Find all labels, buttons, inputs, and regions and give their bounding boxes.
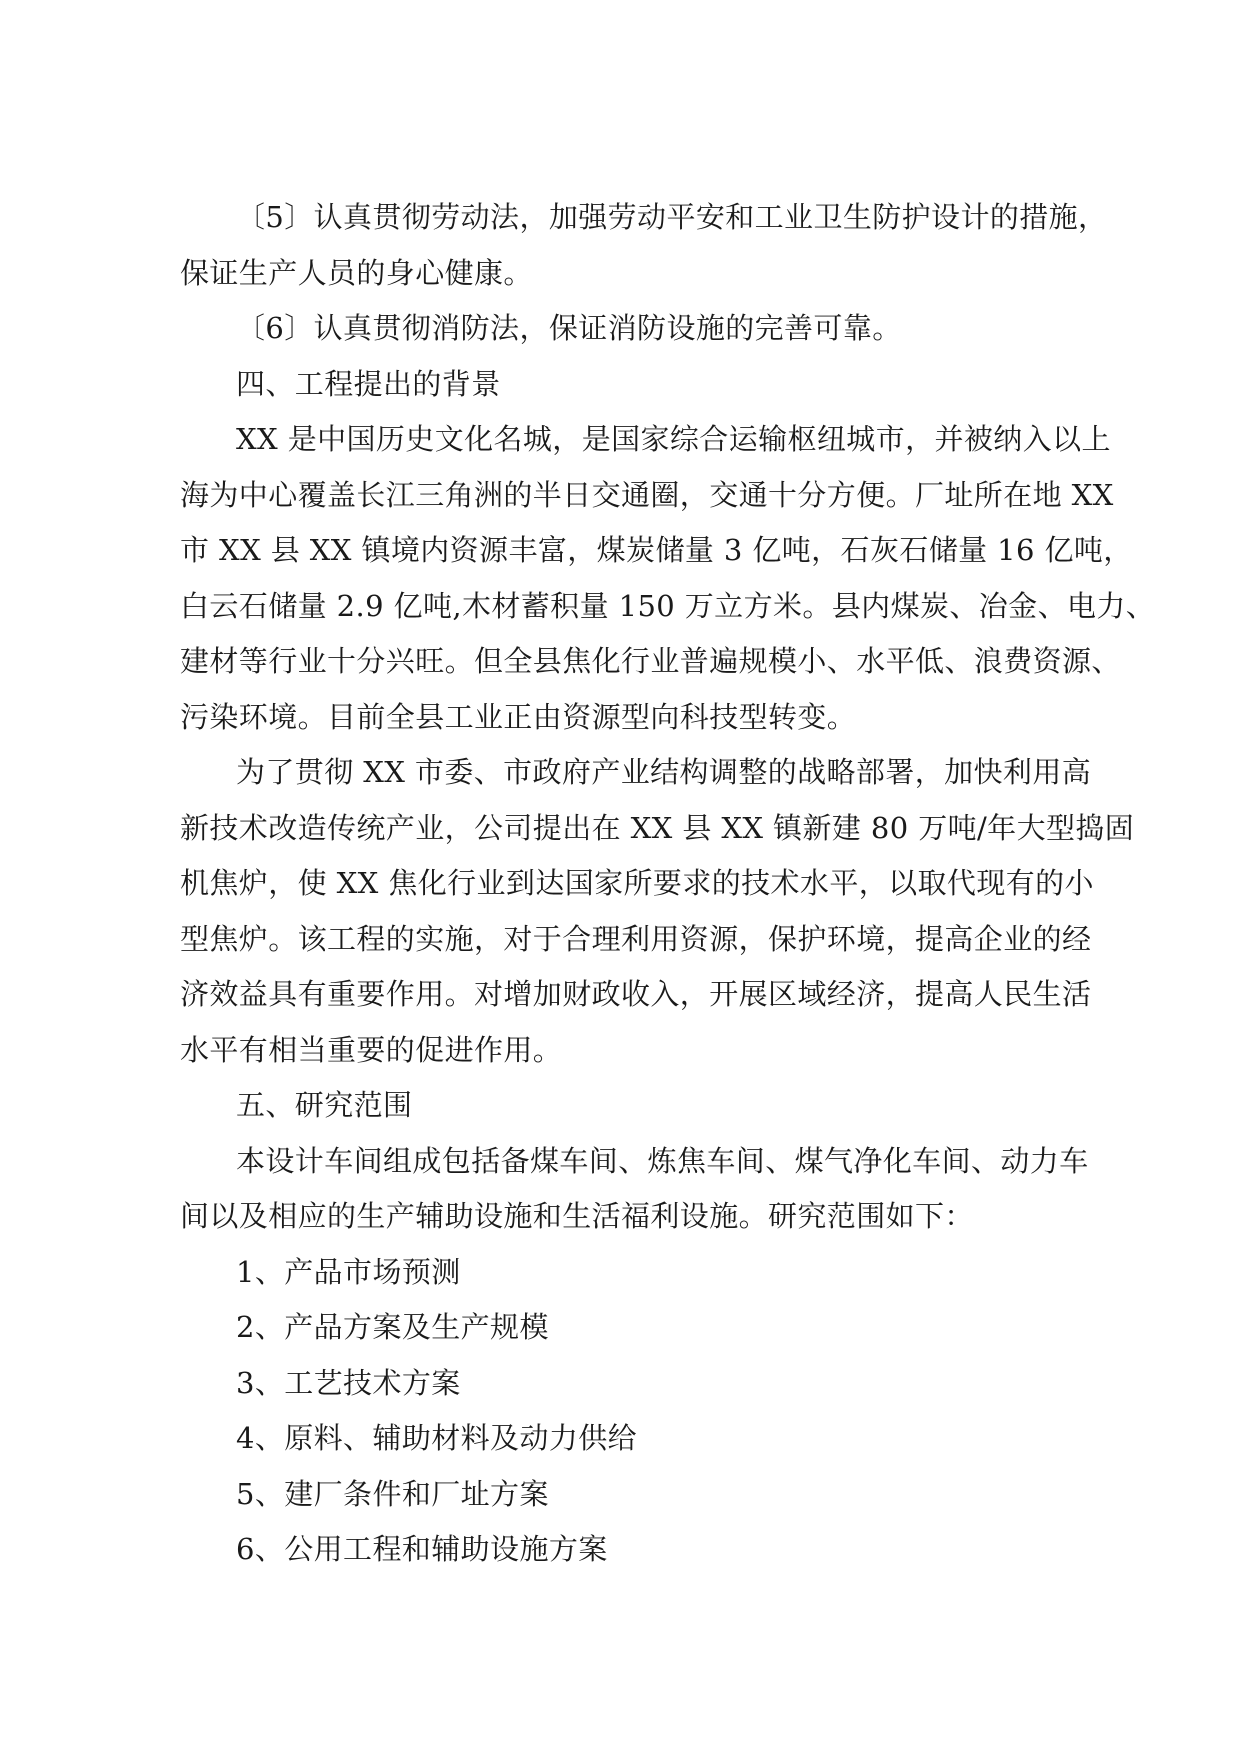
text-line: 污染环境。目前全县工业正由资源型向科技型转变。 — [180, 699, 857, 734]
text-line: 4、原料、辅助材料及动力供给 — [236, 1421, 638, 1455]
text-line: 〔5〕认真贯彻劳动法，加强劳动平安和工业卫生防护设计的措施， — [236, 200, 1108, 234]
text-line: 济效益具有重要作用。对增加财政收入，开展区域经济，提高人民生活 — [180, 977, 1092, 1011]
text-line: 保证生产人员的身心健康。 — [180, 255, 533, 290]
document-body — [180, 190, 1156, 1578]
text-line: 2、产品方案及生产规模 — [236, 1310, 549, 1344]
text-line: 型焦炉。该工程的实施，对于合理利用资源，保护环境，提高企业的经 — [180, 921, 1092, 956]
text-line: 新技术改造传统产业，公司提出在 XX 县 XX 镇新建 80 万吨/年大型捣固 — [180, 810, 1135, 845]
text-line: 五、研究范围 — [236, 1088, 413, 1122]
text-line: XX 是中国历史文化名城，是国家综合运输枢纽城市，并被纳入以上 — [236, 422, 1111, 456]
text-line: 市 XX 县 XX 镇境内资源丰富，煤炭储量 3 亿吨，石灰石储量 16 亿吨， — [180, 533, 1133, 567]
text-line: 6、公用工程和辅助设施方案 — [236, 1532, 608, 1566]
text-line: 3、工艺技术方案 — [236, 1365, 461, 1400]
text-line: 〔6〕认真贯彻消防法，保证消防设施的完善可靠。 — [236, 311, 902, 345]
text-line: 5、建厂条件和厂址方案 — [236, 1476, 549, 1511]
text-line: 建材等行业十分兴旺。但全县焦化行业普遍规模小、水平低、浪费资源、 — [180, 644, 1121, 678]
text-line: 本设计车间组成包括备煤车间、炼焦车间、煤气净化车间、动力车 — [236, 1143, 1089, 1178]
text-line: 海为中心覆盖长江三角洲的半日交通圈，交通十分方便。厂址所在地 XX — [180, 477, 1114, 512]
text-line: 1、产品市场预测 — [236, 1254, 461, 1289]
text-line: 水平有相当重要的促进作用。 — [180, 1032, 563, 1067]
text-line: 机焦炉，使 XX 焦化行业到达国家所要求的技术水平，以取代现有的小 — [180, 866, 1094, 900]
text-line: 间以及相应的生产辅助设施和生活福利设施。研究范围如下： — [180, 1199, 974, 1233]
text-line: 为了贯彻 XX 市委、市政府产业结构调整的战略部署，加快利用高 — [236, 755, 1092, 789]
text-line: 白云石储量 2.9 亿吨,木材蓄积量 150 万立方米。县内煤炭、冶金、电力、 — [180, 588, 1156, 623]
text-line: 四、工程提出的背景 — [236, 366, 501, 401]
